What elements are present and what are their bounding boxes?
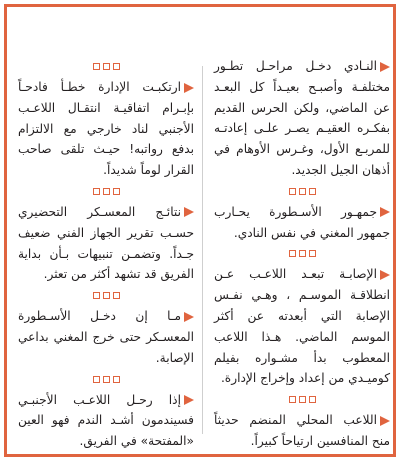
red-triangle-bullet-icon xyxy=(184,83,194,93)
news-item: جمهـور الأسـطورة يحـارب جمهور المغني في نفس النادي. xyxy=(214,204,390,240)
news-item: النـادي دخـل مراحـل تطـور مختلفـة وأصبـح بعيـداً كل البعـد عن الماضي، ولكن الحرس القديم بفكـره العقيـم يصـر علـى إعادتـه للمربـع الأول، وغـرس الأوهام في أذهان الجيل الجديد. xyxy=(214,59,390,177)
right-column xyxy=(214,56,390,452)
separator xyxy=(18,181,194,202)
news-item: الإصابـة تبعـد اللاعـب عـن انطلاقـة الموسـم ، وهـي نفـس الإصابة التي أبعدته عن أكثر الموسم الماضي. هـذا اللاعب المعطوب بدأ مشـواره بفيلم كوميـدي من إعداد وإخراج الإدارة. xyxy=(214,267,390,386)
red-triangle-bullet-icon xyxy=(380,207,390,217)
news-item: ارتكبـت الإدارة خطـأ فادحـاً بإبـرام اتفاقيـة انتقـال اللاعـب الأجنبي لناد خارجي مع الالتزام بدفع رواتبه! حيـث تلقى صاحب القرار لوماً شديداً. xyxy=(18,80,194,178)
news-item: اللاعب المحلي المنضم حديثاً منح المنافسين ارتياحاً كبيراً. xyxy=(214,413,390,448)
separator xyxy=(214,389,390,410)
red-triangle-bullet-icon xyxy=(380,62,390,72)
red-triangle-bullet-icon xyxy=(184,207,194,217)
red-triangle-bullet-icon xyxy=(184,312,194,322)
news-item: مـا إن دخـل الأسـطورة المعسـكر حتى خرج المغني بداعي الإصابة. xyxy=(18,309,194,365)
red-triangle-bullet-icon xyxy=(380,416,390,426)
news-item: نتائـج المعسـكر التحضيري حسـب تقرير الجهاز الفني ضعيف جـداً. وتضمـن تنبيهات بـأن بداية الفريق قد تشهد أكثر من تعثر. xyxy=(18,204,194,282)
separator xyxy=(214,243,390,264)
separator xyxy=(18,285,194,306)
left-column xyxy=(18,56,194,452)
separator xyxy=(214,181,390,202)
separator xyxy=(18,56,194,77)
column-divider xyxy=(202,66,203,434)
red-triangle-bullet-icon xyxy=(184,395,194,405)
red-triangle-bullet-icon xyxy=(380,270,390,280)
separator xyxy=(18,369,194,390)
news-item: إذا رحـل اللاعـب الأجنبـي فسيندمون أشـد الندم فهو العين «المفتحة» في الفريق. xyxy=(18,392,194,449)
